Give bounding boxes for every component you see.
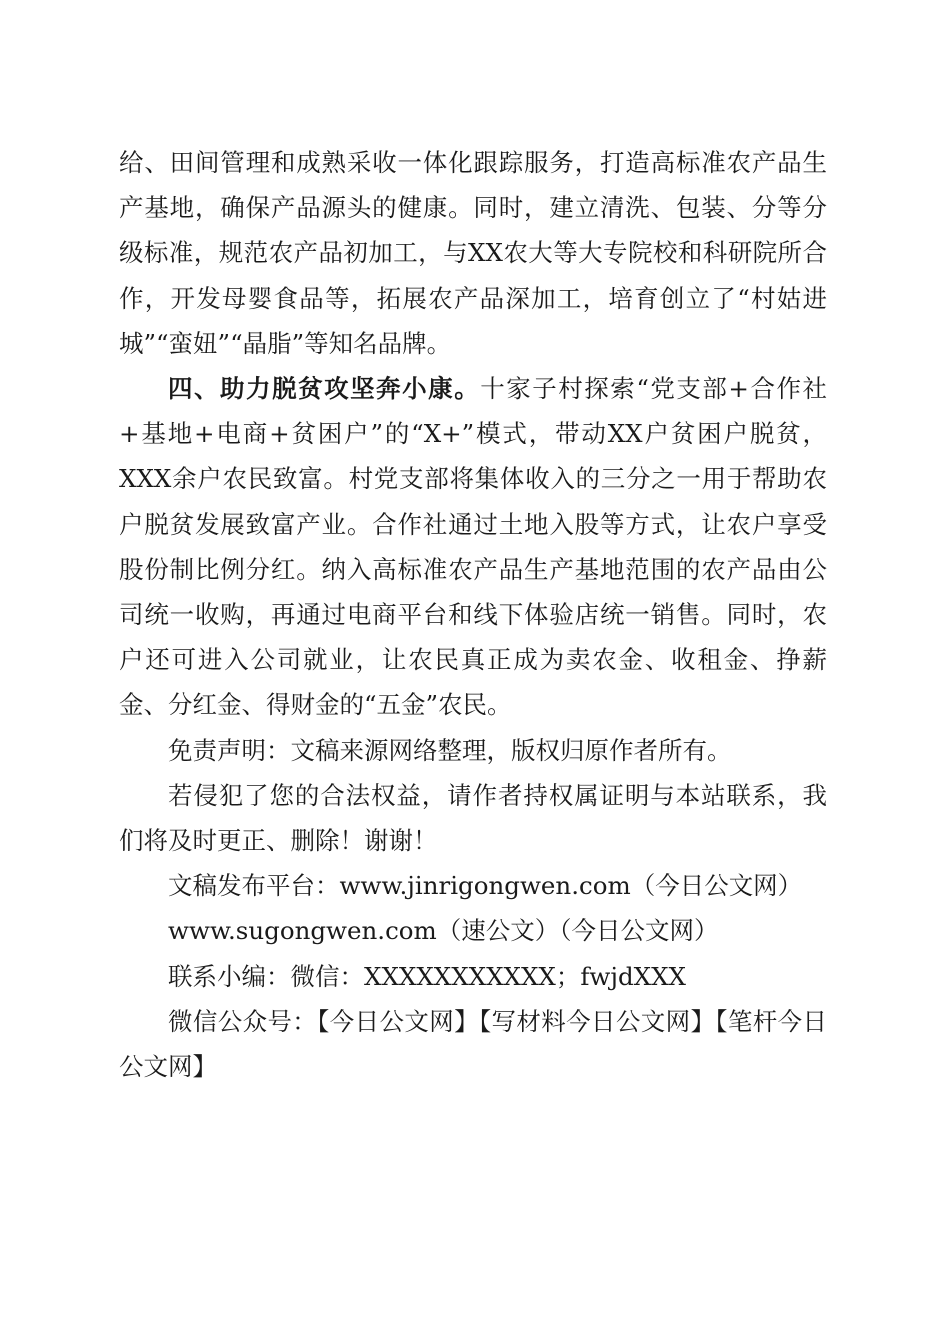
contact-line: 联系小编：微信：XXXXXXXXXXX；fwjdXXX (168, 961, 687, 991)
section-4-body: 十家子村探索“党支部+合作社+基地+电商+贫困户”的“X+”模式，带动XX户贫困户脱贫，XXX余户农民致富。村党支部将集体收入的三分之一用于帮助农户脱贫发展致富产业。合作社通过土地入股等方式，让农户享受股份制比例分红。纳入高标准农产品生产基地范围的农产品由公司统一收购，再通过电商平台和线下体验店统一销售。同时，农户还可进入公司就业，让农民真正成为卖农金、收租金、挣薪金、分红金、得财金的“五金”农民。 (119, 374, 827, 720)
disclaimer-text: 免责声明：文稿来源网络整理，版权归原作者所有。 (168, 735, 732, 765)
section-4-paragraph (119, 366, 827, 728)
paragraph-continued: 给、田间管理和成熟采收一体化跟踪服务，打造高标准农产品生产基地，确保产品源头的健康。同时，建立清洗、包装、分等分级标准，规范农产品初加工，与XX农大等大专院校和科研院所合作，开发母婴食品等，拓展农产品深加工，培育创立了“村姑进城”“蛮妞”“晶脂”等知名品牌。 (119, 148, 827, 358)
infringement-notice: 若侵犯了您的合法权益，请作者持权属证明与本站联系，我们将及时更正、删除！谢谢！ (119, 780, 827, 856)
platform-line-2: www.sugongwen.com（速公文）（今日公文网） (168, 916, 719, 946)
section-4-heading: 四、助力脱贫攻坚奔小康。 (168, 374, 481, 404)
document-body (119, 140, 827, 1089)
platform-line-1: 文稿发布平台：www.jinrigongwen.com（今日公文网） (168, 871, 803, 901)
wechat-accounts-line: 微信公众号：【今日公文网】【写材料今日公文网】【笔杆今日公文网】 (119, 1006, 827, 1082)
